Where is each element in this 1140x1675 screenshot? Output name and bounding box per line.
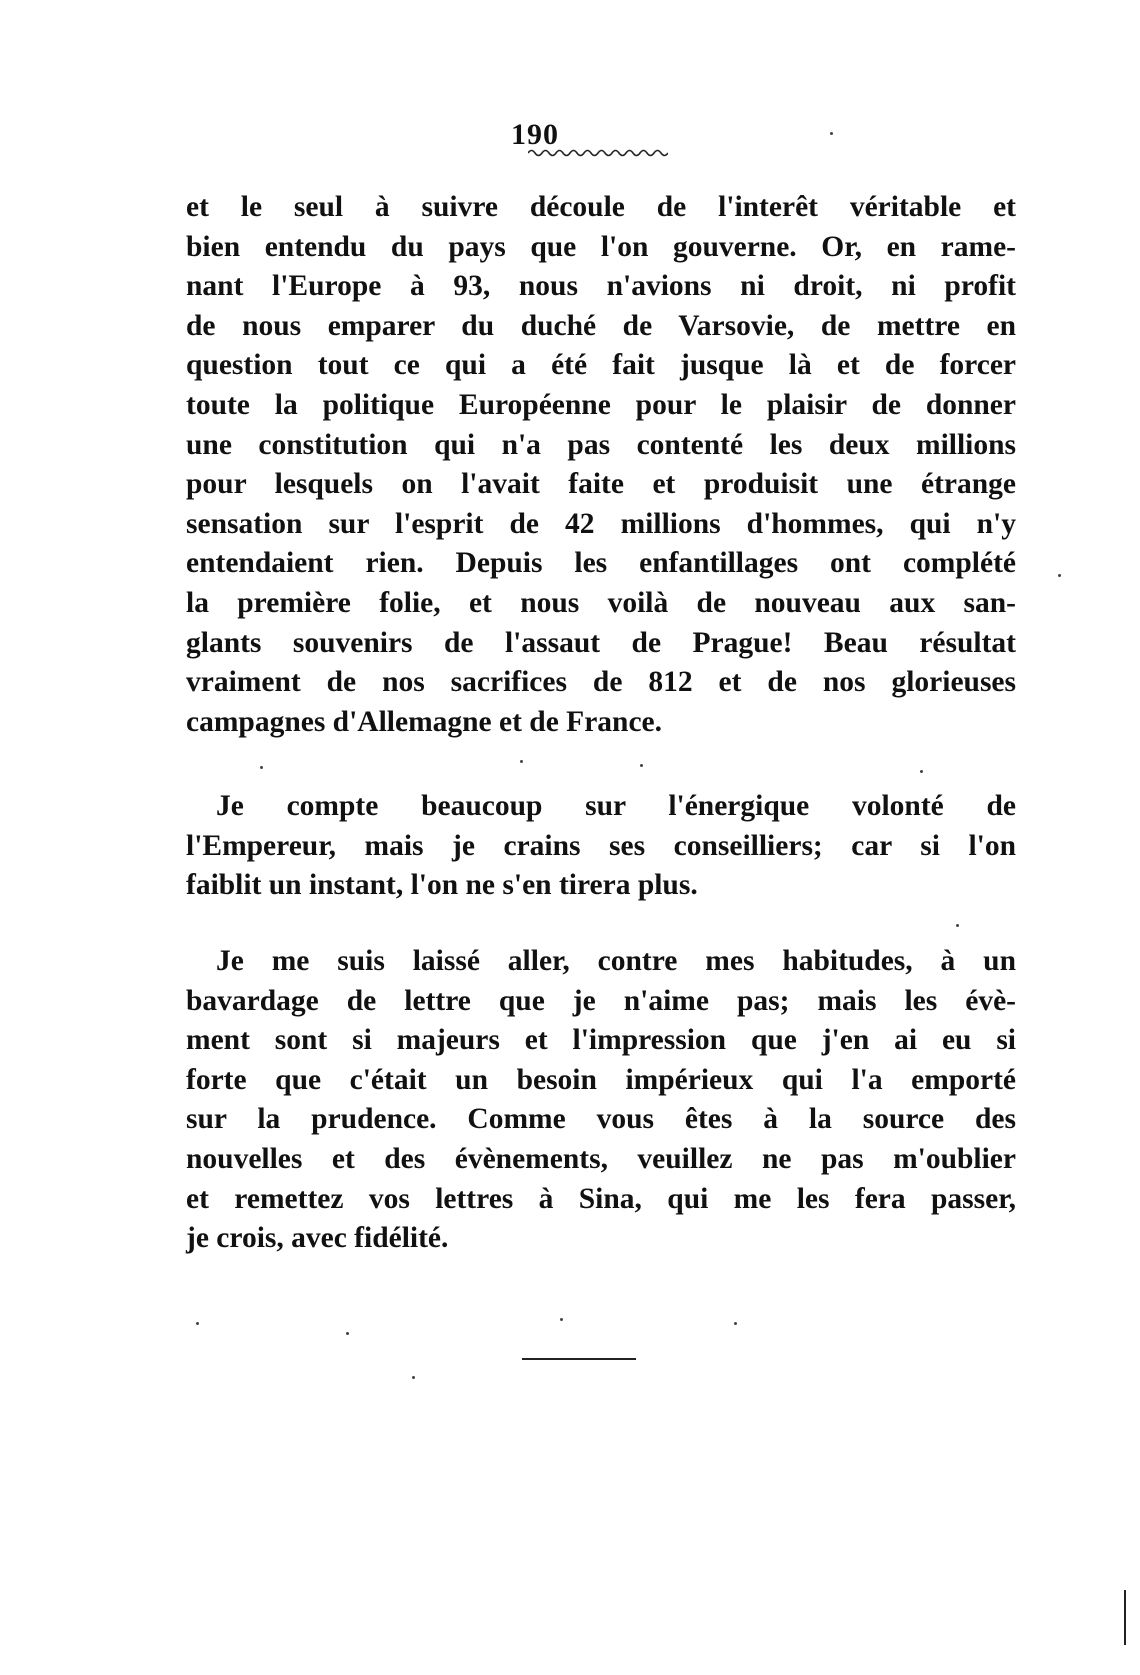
text-line: Je me suis laissé aller, contre mes habitudes, à un xyxy=(216,945,1016,977)
text-line: question tout ce qui a été fait jusque là et de forcer xyxy=(186,349,1016,382)
wavy-rule-ornament xyxy=(528,148,668,158)
text-line: la première folie, et nous voilà de nouveau aux san- xyxy=(186,586,1016,619)
scan-edge-mark xyxy=(1124,1590,1126,1645)
text-line: une constitution qui n'a pas contenté les deux millions xyxy=(186,428,1016,461)
print-speck xyxy=(640,764,643,767)
text-line: sur la prudence. Comme vous êtes à la source des xyxy=(186,1103,1016,1136)
print-speck xyxy=(956,924,959,927)
text-line: sensation sur l'esprit de 42 millions d'hommes, qui n'y xyxy=(186,507,1016,540)
text-line: Je compte beaucoup sur l'énergique volonté de xyxy=(216,790,1016,822)
end-rule-divider xyxy=(522,1358,636,1360)
paragraph-2 xyxy=(186,787,1016,906)
print-speck xyxy=(560,1318,563,1321)
print-speck xyxy=(260,766,263,769)
paragraph-1 xyxy=(186,188,1016,742)
print-speck xyxy=(1058,574,1061,577)
text-line: et remettez vos lettres à Sina, qui me les fera passer, xyxy=(186,1182,1016,1215)
page-number: 190 xyxy=(511,118,559,151)
text-line: forte que c'était un besoin impérieux qui l'a emporté xyxy=(186,1063,1016,1096)
page-header xyxy=(0,118,1140,152)
text-line: bavardage de lettre que je n'aime pas; mais les évè- xyxy=(186,984,1016,1017)
paragraph-3 xyxy=(186,942,1016,1259)
print-speck xyxy=(830,132,833,135)
print-speck xyxy=(520,760,523,763)
text-line: vraiment de nos sacrifices de 812 et de nos glorieuses xyxy=(186,666,1016,699)
text-line: faiblit un instant, l'on ne s'en tirera plus. xyxy=(186,869,698,902)
text-line: ment sont si majeurs et l'impression que j'en ai eu si xyxy=(186,1024,1016,1057)
text-line: je crois, avec fidélité. xyxy=(186,1222,449,1255)
print-speck xyxy=(412,1376,415,1379)
text-line: campagnes d'Allemagne et de France. xyxy=(186,705,663,738)
text-line: l'Empereur, mais je crains ses conseilliers; car si l'on xyxy=(186,829,1016,862)
text-line: toute la politique Européenne pour le plaisir de donner xyxy=(186,388,1016,421)
text-line: nant l'Europe à 93, nous n'avions ni droit, ni profit xyxy=(186,270,1016,303)
print-speck xyxy=(734,1322,737,1325)
text-line: pour lesquels on l'avait faite et produisit une étrange xyxy=(186,468,1016,501)
print-speck xyxy=(920,770,923,773)
print-speck xyxy=(196,1322,199,1325)
text-line: bien entendu du pays que l'on gouverne. Or, en rame- xyxy=(186,230,1016,263)
text-line: de nous emparer du duché de Varsovie, de mettre en xyxy=(186,309,1016,342)
text-line: glants souvenirs de l'assaut de Prague! Beau résultat xyxy=(186,626,1016,659)
print-speck xyxy=(346,1332,349,1335)
text-line: et le seul à suivre découle de l'interêt véritable et xyxy=(186,191,1016,223)
text-line: nouvelles et des évènements, veuillez ne pas m'oublier xyxy=(186,1142,1016,1175)
text-line: entendaient rien. Depuis les enfantillages ont complété xyxy=(186,547,1016,580)
